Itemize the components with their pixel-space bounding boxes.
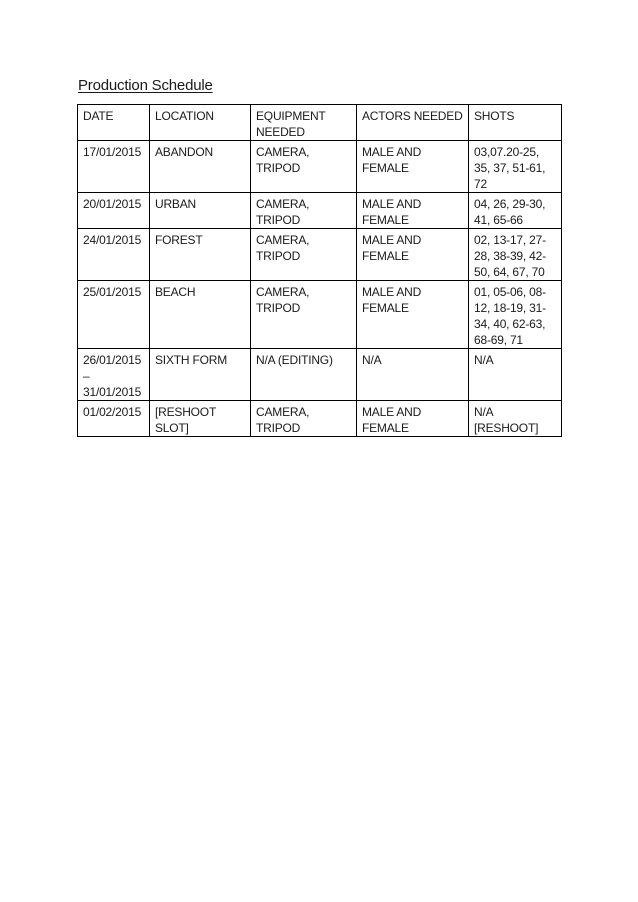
cell-equipment: CAMERA, TRIPOD bbox=[251, 401, 357, 437]
header-equipment: EQUIPMENT NEEDED bbox=[251, 105, 357, 141]
cell-location: BEACH bbox=[150, 281, 251, 349]
header-shots: SHOTS bbox=[469, 105, 562, 141]
cell-actors: MALE AND FEMALE bbox=[357, 141, 469, 193]
page-title: Production Schedule bbox=[78, 77, 213, 94]
cell-actors: N/A bbox=[357, 349, 469, 401]
cell-date: 01/02/2015 bbox=[78, 401, 150, 437]
header-location: LOCATION bbox=[150, 105, 251, 141]
cell-date: 20/01/2015 bbox=[78, 193, 150, 229]
cell-location: FOREST bbox=[150, 229, 251, 281]
cell-date: 25/01/2015 bbox=[78, 281, 150, 349]
cell-actors: MALE AND FEMALE bbox=[357, 193, 469, 229]
header-actors: ACTORS NEEDED bbox=[357, 105, 469, 141]
cell-shots: 01, 05-06, 08-12, 18-19, 31-34, 40, 62-63, 68-69, 71 bbox=[469, 281, 562, 349]
header-date: DATE bbox=[78, 105, 150, 141]
production-schedule-table bbox=[77, 104, 562, 437]
cell-shots: 02, 13-17, 27-28, 38-39, 42-50, 64, 67, 70 bbox=[469, 229, 562, 281]
cell-equipment: CAMERA, TRIPOD bbox=[251, 281, 357, 349]
table-row bbox=[78, 141, 562, 193]
cell-equipment: CAMERA, TRIPOD bbox=[251, 141, 357, 193]
cell-date: 26/01/2015 – 31/01/2015 bbox=[78, 349, 150, 401]
cell-equipment: CAMERA, TRIPOD bbox=[251, 193, 357, 229]
cell-location: [RESHOOT SLOT] bbox=[150, 401, 251, 437]
cell-actors: MALE AND FEMALE bbox=[357, 281, 469, 349]
cell-shots: 03,07.20-25, 35, 37, 51-61, 72 bbox=[469, 141, 562, 193]
table-row bbox=[78, 281, 562, 349]
cell-equipment: CAMERA, TRIPOD bbox=[251, 229, 357, 281]
cell-location: ABANDON bbox=[150, 141, 251, 193]
cell-shots: N/A bbox=[469, 349, 562, 401]
cell-actors: MALE AND FEMALE bbox=[357, 401, 469, 437]
cell-date: 17/01/2015 bbox=[78, 141, 150, 193]
cell-actors: MALE AND FEMALE bbox=[357, 229, 469, 281]
cell-date: 24/01/2015 bbox=[78, 229, 150, 281]
table-row bbox=[78, 401, 562, 437]
cell-location: SIXTH FORM bbox=[150, 349, 251, 401]
table-row bbox=[78, 193, 562, 229]
table-row bbox=[78, 349, 562, 401]
cell-shots: 04, 26, 29-30, 41, 65-66 bbox=[469, 193, 562, 229]
table-header-row bbox=[78, 105, 562, 141]
cell-shots: N/A [RESHOOT] bbox=[469, 401, 562, 437]
cell-equipment: N/A (EDITING) bbox=[251, 349, 357, 401]
table-row bbox=[78, 229, 562, 281]
cell-location: URBAN bbox=[150, 193, 251, 229]
